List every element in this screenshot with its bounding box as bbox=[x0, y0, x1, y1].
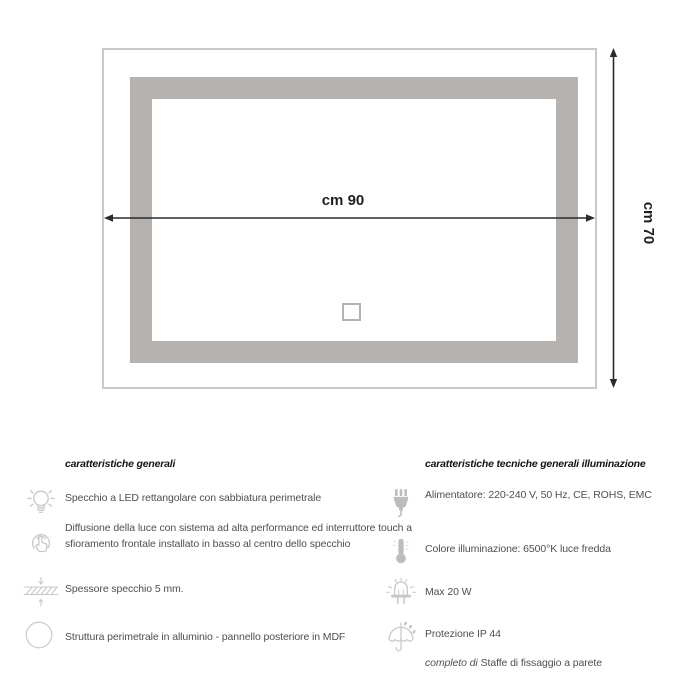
touch-gesture-icon bbox=[25, 524, 57, 564]
led-diode-icon bbox=[383, 576, 419, 606]
spec-text: Specchio a LED rettangolare con sabbiatura perimetrale bbox=[65, 492, 322, 504]
spec-text: Struttura perimetrale in alluminio - pannello posteriore in MDF bbox=[65, 631, 346, 643]
mounting-note-italic: completo di bbox=[425, 657, 478, 669]
spec-text: Colore illuminazione: 6500°K luce fredda bbox=[425, 543, 611, 555]
spec-text: Protezione IP 44 bbox=[425, 628, 501, 640]
mounting-note-text: Staffe di fissaggio a parete bbox=[480, 657, 602, 669]
power-plug-icon bbox=[386, 483, 416, 525]
width-dimension-label: cm 90 bbox=[321, 192, 365, 209]
thermometer-icon bbox=[387, 531, 415, 573]
umbrella-rain-icon bbox=[383, 618, 419, 658]
touch-sensor-marker bbox=[342, 303, 361, 321]
light-bulb-icon bbox=[23, 484, 59, 520]
spec-text: Spessore specchio 5 mm. bbox=[65, 583, 184, 595]
height-arrow bbox=[606, 46, 621, 390]
general-characteristics-heading: caratteristiche generali bbox=[65, 458, 176, 470]
circle-outline-icon bbox=[22, 618, 56, 652]
spec-text: Diffusione della luce con sistema ad alta performance ed interruttore touch a sfioramento frontale installato in basso al centro dello specchio bbox=[65, 522, 412, 550]
spec-text: Max 20 W bbox=[425, 586, 472, 598]
height-dimension-label: cm 70 bbox=[640, 201, 657, 245]
mirror-thickness-icon bbox=[21, 576, 61, 608]
technical-characteristics-heading: caratteristiche tecniche generali illuminazione bbox=[425, 458, 646, 470]
width-arrow bbox=[102, 211, 597, 225]
mounting-note bbox=[425, 657, 695, 669]
spec-text: Alimentatore: 220-240 V, 50 Hz, CE, ROHS, EMC bbox=[425, 489, 652, 501]
